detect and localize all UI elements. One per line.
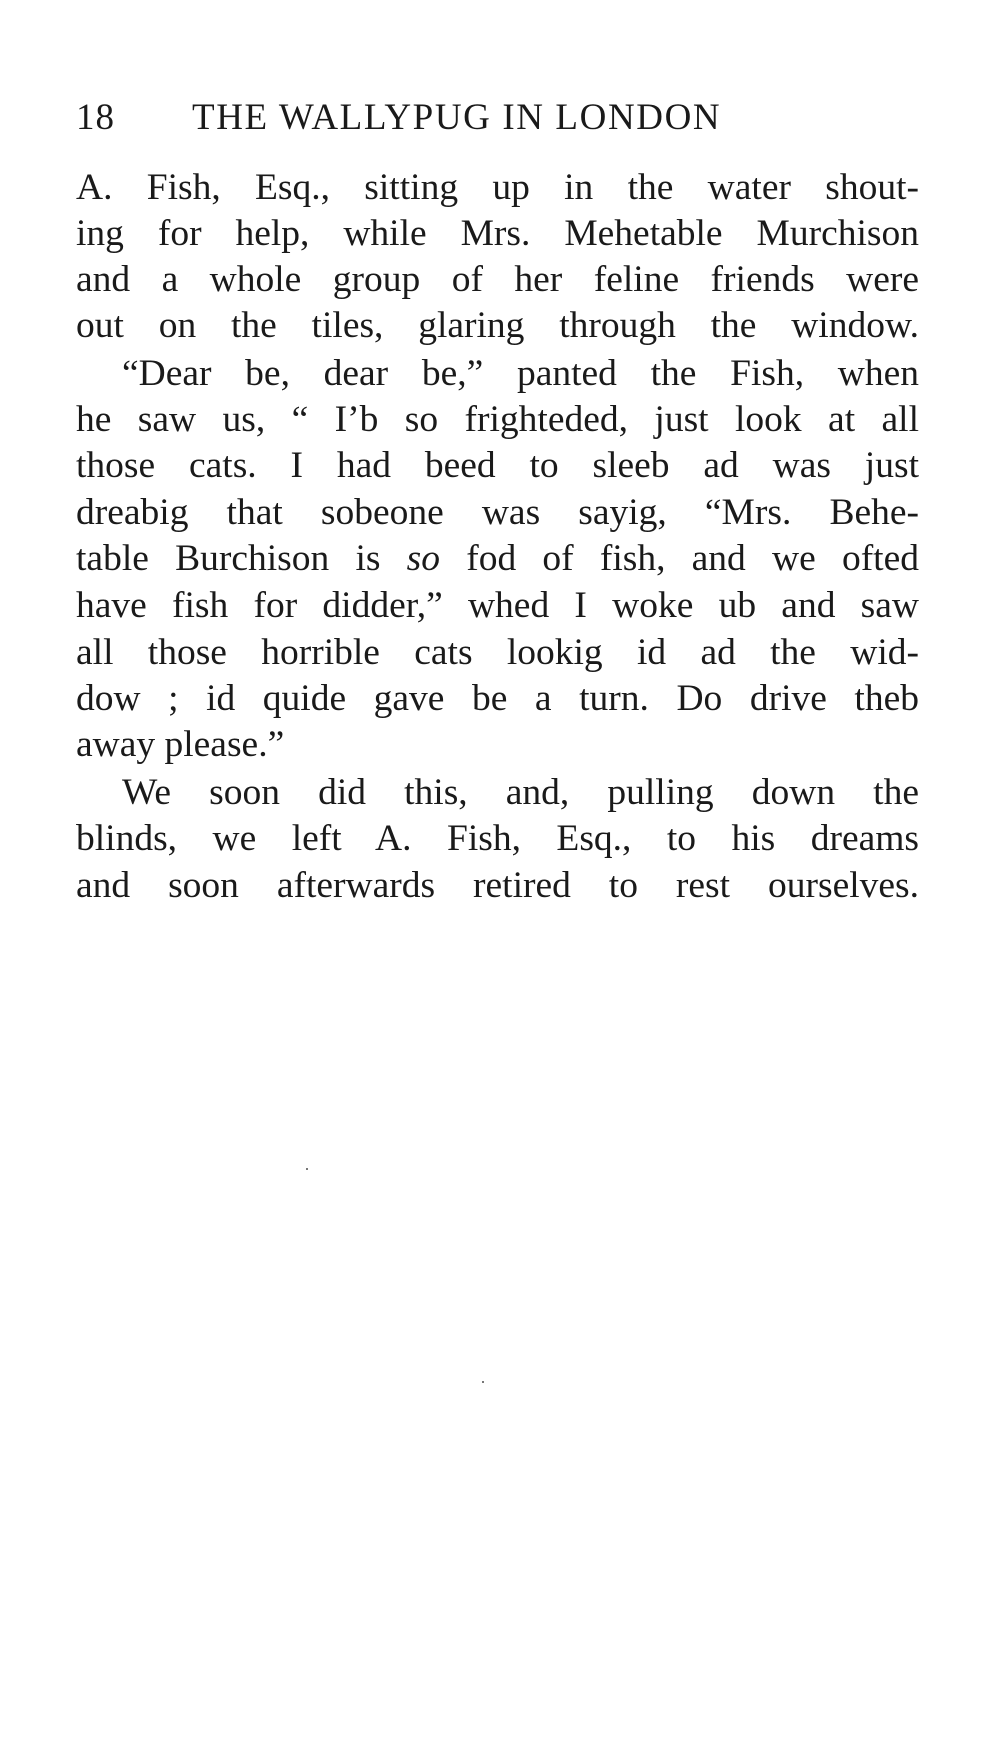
text-line: and soon afterwards retired to rest ourselves. [76, 865, 919, 906]
ink-speck [306, 1168, 308, 1170]
text-line: We soon did this, and, pulling down the [122, 772, 919, 813]
text-line: dow ; id quide gave be a turn. Do drive theb [76, 678, 919, 719]
text-line: all those horrible cats lookig id ad the wid- [76, 632, 919, 673]
text-run: fod of fish, and we ofted [440, 538, 919, 579]
text-line: A. Fish, Esq., sitting up in the water shout- [76, 167, 919, 208]
text-line: out on the tiles, glaring through the window. [76, 305, 919, 346]
text-line: he saw us, “ I’b so frighteded, just look at all [76, 399, 919, 440]
ink-speck [482, 1381, 484, 1383]
text-line: ing for help, while Mrs. Mehetable Murchison [76, 213, 919, 254]
text-line: have fish for didder,” whed I woke ub and saw [76, 585, 919, 626]
running-header [76, 96, 936, 144]
text-run: table Burchison is [76, 538, 407, 579]
text-line: away please.” [76, 724, 285, 765]
running-title: THE WALLYPUG IN LONDON [192, 97, 722, 138]
text-line: “Dear be, dear be,” panted the Fish, when [122, 353, 919, 394]
text-line: those cats. I had beed to sleeb ad was just [76, 445, 919, 486]
text-line: dreabig that sobeone was sayig, “Mrs. Behe- [76, 492, 919, 533]
page-number: 18 [76, 97, 115, 138]
text-line: blinds, we left A. Fish, Esq., to his dreams [76, 818, 919, 859]
text-line [76, 533, 919, 585]
text-line: and a whole group of her feline friends were [76, 259, 919, 300]
italic-emphasis: so [406, 538, 440, 579]
